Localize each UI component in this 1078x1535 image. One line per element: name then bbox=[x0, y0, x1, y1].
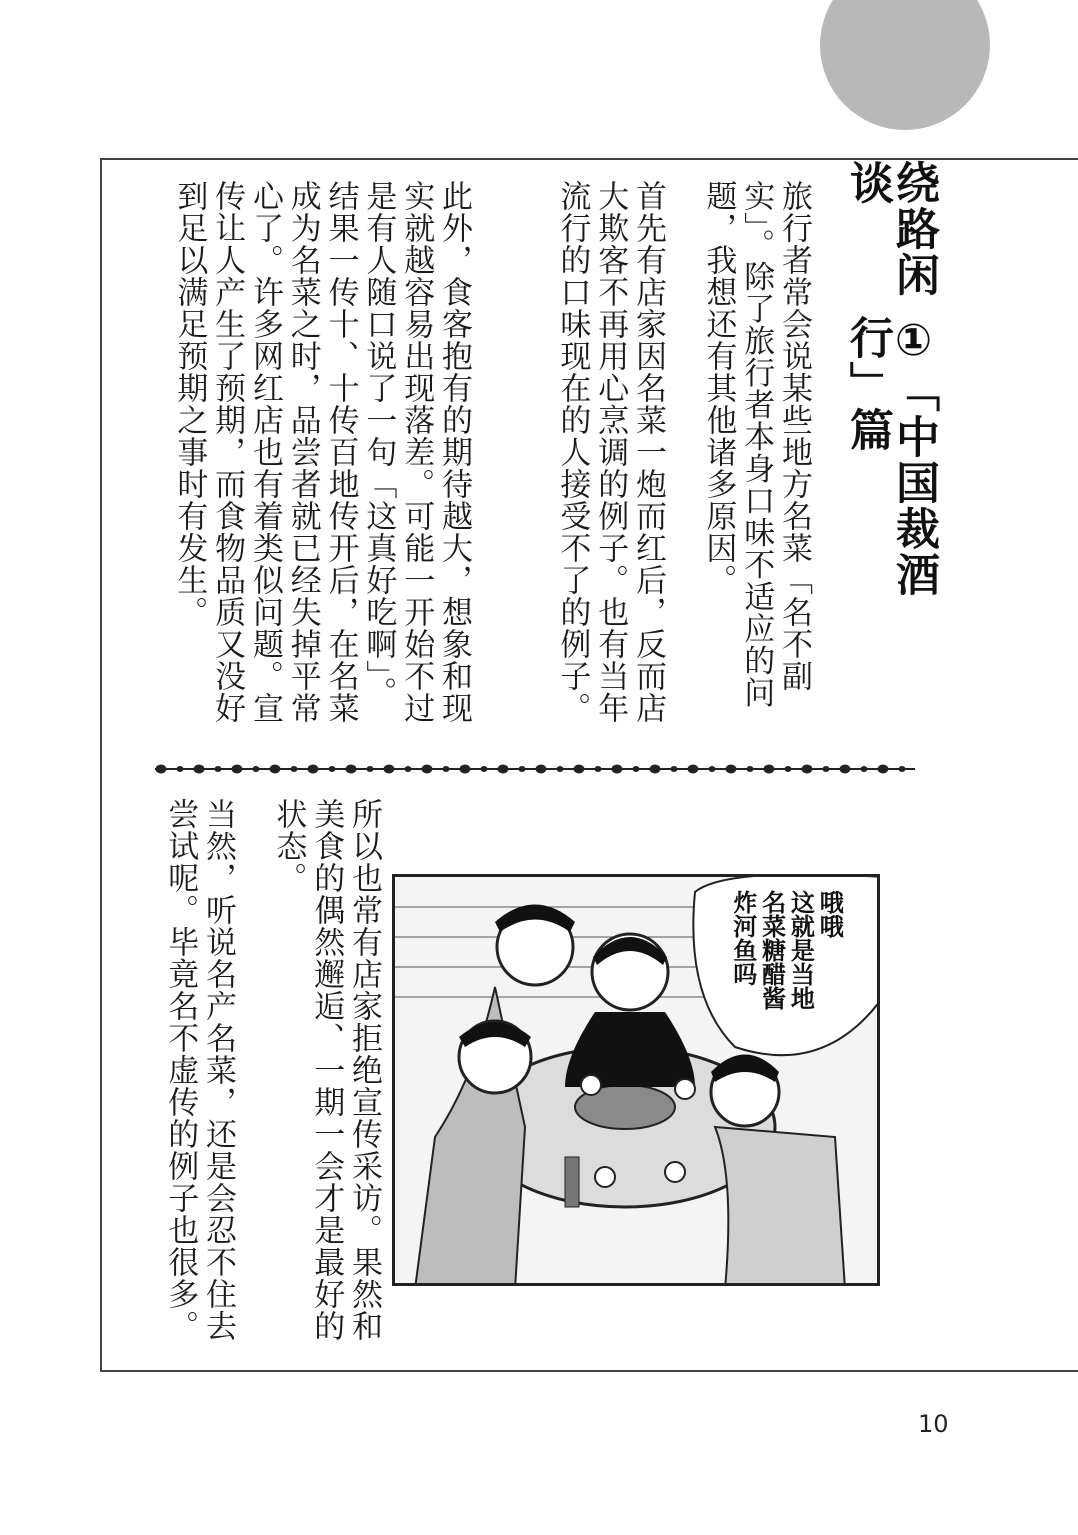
divider-dot bbox=[253, 766, 260, 772]
title-line-main: 绕路闲谈 bbox=[841, 160, 939, 298]
divider-dot bbox=[177, 766, 184, 772]
divider-dot bbox=[481, 766, 488, 772]
divider-dot bbox=[443, 766, 450, 772]
divider-dot bbox=[747, 766, 754, 772]
divider-dot bbox=[367, 766, 374, 772]
divider-dot bbox=[595, 766, 602, 772]
paragraph-causes: 首先有店家因名菜一炮而红后，反而店大欺客不再用心烹调的例子。也有当年流行的口味现在的人接受不了的例子。 bbox=[554, 180, 666, 724]
divider-dot bbox=[574, 765, 585, 774]
title-subtitle: 「中国裁酒行」篇 bbox=[841, 314, 939, 598]
divider-dot bbox=[384, 765, 395, 774]
divider-dot bbox=[861, 766, 868, 772]
title-number: ① bbox=[888, 314, 939, 368]
divider-dot bbox=[291, 766, 298, 772]
paragraph-conclusion: 当然，听说名产名菜，还是会忍不住去尝试呢。毕竟名不虚传的例子也很多。 bbox=[162, 798, 236, 1342]
divider-dot bbox=[519, 766, 526, 772]
divider-dot bbox=[802, 765, 813, 774]
divider-dot bbox=[633, 766, 640, 772]
divider-dot bbox=[612, 765, 623, 774]
divider-dot bbox=[194, 765, 205, 774]
divider-dot bbox=[840, 765, 851, 774]
divider-dot bbox=[422, 765, 433, 774]
dotted-divider bbox=[155, 762, 915, 776]
divider-dot bbox=[215, 766, 222, 772]
speech-bubble-text: 哦哦 这就是当地 名菜糖醋酱 炸河鱼吗 bbox=[728, 890, 844, 1010]
divider-dot bbox=[329, 766, 336, 772]
divider-dot bbox=[232, 765, 243, 774]
title-line-sub bbox=[826, 314, 939, 660]
divider-dot bbox=[878, 765, 889, 774]
divider-dot bbox=[688, 765, 699, 774]
divider-dot bbox=[899, 766, 906, 772]
divider-dot bbox=[709, 766, 716, 772]
divider-dot bbox=[785, 766, 792, 772]
divider-dot bbox=[346, 765, 357, 774]
divider-dot bbox=[270, 765, 281, 774]
divider-dot bbox=[536, 765, 547, 774]
paragraph-expectations: 此外，食客抱有的期待越大，想象和现实就越容易出现落差。可能一开始不过是有人随口说了一句「这真好吃啊」。结果一传十、十传百地传开后，在名菜成为名菜之时，品尝者就已经失掉平常心了。许多网红店也有着类似问题。宣传让人产生了预期，而食物品质又没好到足以满足预期之事时有发生。 bbox=[171, 180, 472, 724]
divider-dot bbox=[650, 765, 661, 774]
paragraph-publicity: 所以也常有店家拒绝宣传采访。果然和美食的偶然邂逅、一期一会才是最好的状态。 bbox=[270, 798, 382, 1342]
divider-dot bbox=[308, 765, 319, 774]
divider-dot bbox=[671, 766, 678, 772]
section-title bbox=[826, 160, 939, 660]
divider-dot bbox=[726, 765, 737, 774]
divider-dot bbox=[405, 766, 412, 772]
divider-dot bbox=[498, 765, 509, 774]
divider-dot bbox=[557, 766, 564, 772]
divider-dot bbox=[764, 765, 775, 774]
divider-dot bbox=[460, 765, 471, 774]
divider-dot bbox=[156, 765, 167, 774]
page-number: 10 bbox=[918, 1410, 949, 1438]
chapter-tab-circle bbox=[820, 0, 990, 130]
paragraph-intro: 旅行者常会说某些地方名菜「名不副实」。除了旅行者本身口味不适应的问题，我想还有其他诸多原因。 bbox=[700, 180, 812, 709]
divider-dot bbox=[823, 766, 830, 772]
